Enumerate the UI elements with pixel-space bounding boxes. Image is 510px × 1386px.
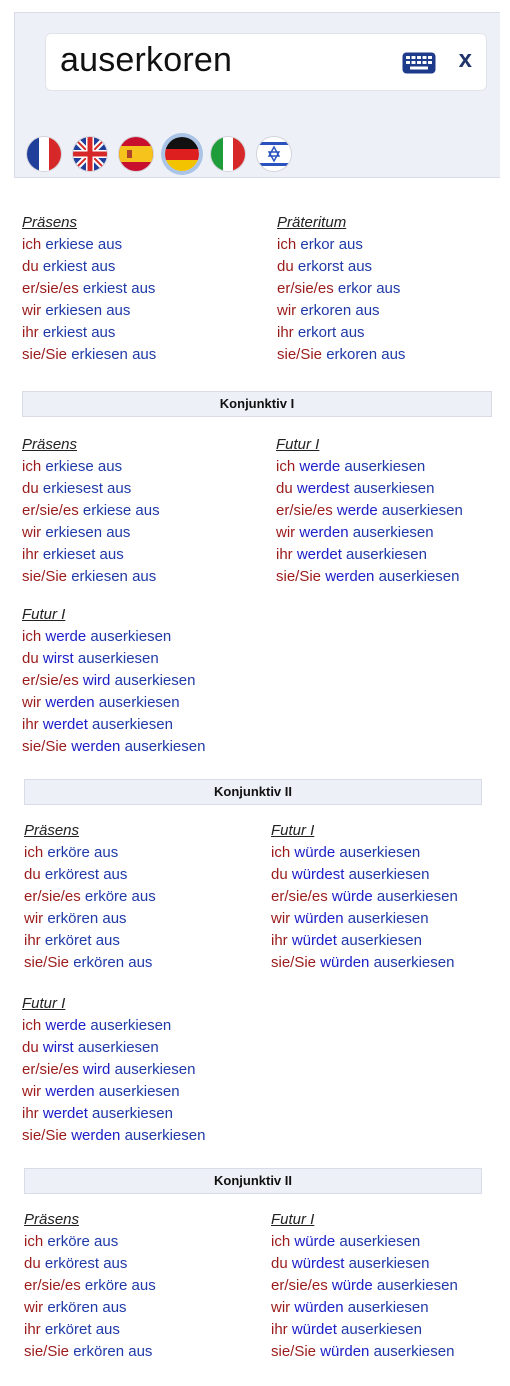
verb-form: erkiest aus [82, 280, 156, 297]
pronoun: sie/Sie [277, 346, 323, 363]
pronoun: sie/Sie [22, 738, 68, 755]
conjugation-row [276, 566, 463, 588]
auxiliary-verb: würden [294, 1299, 344, 1316]
auxiliary-verb: wird [82, 672, 111, 689]
verb-form: erkiesest aus [42, 480, 132, 497]
flag-it-icon[interactable] [211, 137, 245, 171]
conjugation-row [22, 522, 160, 544]
verb-form: erkören aus [47, 910, 127, 927]
tense-title: Futur I [271, 822, 315, 839]
pronoun: er/sie/es [22, 1061, 79, 1078]
conjugation-row [24, 1341, 156, 1363]
conjugation-row [22, 648, 205, 670]
conjugation-list [24, 842, 156, 974]
verb-form: erkiesen aus [45, 302, 131, 319]
verb-form: auserkiesen [347, 910, 429, 927]
pronoun: ihr [271, 1321, 288, 1338]
tense-title: Präsens [22, 214, 78, 231]
conjugation-row [22, 234, 156, 256]
verb-form: auserkiesen [341, 932, 422, 949]
k2-futur-column [271, 820, 458, 974]
verb-form: erkiest aus [42, 324, 116, 341]
verb-form: auserkiesen [373, 1343, 455, 1360]
verb-form: erkiese aus [45, 236, 123, 253]
verb-form: auserkiesen [114, 1061, 196, 1078]
verb-form: erköre aus [47, 1233, 119, 1250]
verb-form: auserkiesen [77, 650, 159, 667]
verb-form: auserkiesen [378, 568, 460, 585]
verb-form: auserkiesen [98, 694, 180, 711]
pronoun: sie/Sie [22, 568, 68, 585]
section-header-konjunktiv-2b: Konjunktiv II [24, 1168, 482, 1194]
conjugation-row [277, 278, 405, 300]
pronoun: ihr [22, 324, 39, 341]
conjugation-row [22, 1103, 205, 1125]
verb-form: auserkiesen [339, 1233, 421, 1250]
pronoun: wir [22, 694, 42, 711]
conjugation-row [271, 1253, 458, 1275]
pronoun: er/sie/es [277, 280, 334, 297]
conjugation-row [22, 544, 160, 566]
auxiliary-verb: würde [331, 1277, 373, 1294]
verb-form: erkiesen aus [45, 524, 131, 541]
conjugation-list [276, 456, 463, 588]
pronoun: ihr [22, 546, 39, 563]
conjugation-row [24, 1253, 156, 1275]
verb-form: auserkiesen [98, 1083, 180, 1100]
pronoun: er/sie/es [271, 888, 328, 905]
auxiliary-verb: werden [71, 1127, 121, 1144]
pronoun: ich [24, 844, 44, 861]
verb-form: erkiese aus [82, 502, 160, 519]
conjugation-row [277, 234, 405, 256]
pronoun: wir [271, 1299, 291, 1316]
pronoun: er/sie/es [22, 672, 79, 689]
verb-form: auserkiesen [341, 1321, 422, 1338]
close-icon[interactable]: x [458, 46, 472, 73]
verb-form: erkort aus [297, 324, 365, 341]
conjugation-row [22, 278, 156, 300]
auxiliary-verb: werdet [42, 1105, 88, 1122]
pronoun: ihr [24, 932, 41, 949]
conjugation-row [24, 842, 156, 864]
flag-es-icon[interactable] [119, 137, 153, 171]
conjugation-row [271, 930, 458, 952]
pronoun: ihr [277, 324, 294, 341]
pronoun: ihr [276, 546, 293, 563]
verb-form: erköret aus [44, 1321, 120, 1338]
auxiliary-verb: werde [336, 502, 378, 519]
k1-futur-column-2 [22, 604, 205, 758]
k2b-praesens-column [24, 1209, 156, 1363]
verb-form: erkörest aus [44, 1255, 128, 1272]
keyboard-icon[interactable] [402, 52, 436, 74]
verb-form: auserkiesen [376, 1277, 458, 1294]
auxiliary-verb: würde [331, 888, 373, 905]
verb-form: erkieset aus [42, 546, 124, 563]
tense-title: Futur I [271, 1211, 315, 1228]
verb-form: erkoren aus [326, 346, 406, 363]
verb-form: auserkiesen [352, 524, 434, 541]
pronoun: wir [24, 1299, 44, 1316]
pronoun: sie/Sie [271, 1343, 317, 1360]
conjugation-row [24, 864, 156, 886]
pronoun: ihr [24, 1321, 41, 1338]
conjugation-row [271, 952, 458, 974]
conjugation-row [277, 256, 405, 278]
pronoun: du [22, 1039, 39, 1056]
conjugation-row [22, 1015, 205, 1037]
pronoun: sie/Sie [22, 1127, 68, 1144]
verb-form: auserkiesen [77, 1039, 159, 1056]
auxiliary-verb: wird [82, 1061, 111, 1078]
verb-form: erköre aus [84, 1277, 156, 1294]
k2-praesens-column [24, 820, 156, 974]
conjugation-list [271, 1231, 458, 1363]
verb-form: erkor aus [300, 236, 363, 253]
conjugation-row [22, 300, 156, 322]
section-header-konjunktiv-2: Konjunktiv II [24, 779, 482, 805]
pronoun: ihr [271, 932, 288, 949]
verb-form: auserkiesen [381, 502, 463, 519]
tense-title: Präsens [22, 436, 78, 453]
verb-form: erkorst aus [297, 258, 373, 275]
pronoun: wir [24, 910, 44, 927]
pronoun: ich [22, 236, 42, 253]
auxiliary-verb: würdest [291, 1255, 345, 1272]
conjugation-row [277, 344, 405, 366]
pronoun: du [22, 650, 39, 667]
auxiliary-verb: werdet [42, 716, 88, 733]
pronoun: er/sie/es [22, 280, 79, 297]
conjugation-row [271, 864, 458, 886]
conjugation-row [271, 1297, 458, 1319]
pronoun: er/sie/es [22, 502, 79, 519]
pronoun: ich [22, 628, 42, 645]
auxiliary-verb: werden [299, 524, 349, 541]
verb-form: auserkiesen [346, 546, 427, 563]
conjugation-row [24, 952, 156, 974]
pronoun: wir [22, 1083, 42, 1100]
conjugation-list [22, 456, 160, 588]
auxiliary-verb: werde [299, 458, 341, 475]
indikativ-praeteritum-column [277, 212, 405, 366]
k1-praesens-column [22, 434, 160, 588]
conjugation-row [22, 1125, 205, 1147]
verb-form: auserkiesen [124, 738, 206, 755]
conjugation-row [22, 670, 205, 692]
conjugation-row [22, 714, 205, 736]
pronoun: er/sie/es [24, 1277, 81, 1294]
auxiliary-verb: werdest [296, 480, 350, 497]
flag-uk-icon[interactable] [73, 137, 107, 171]
pronoun: ich [276, 458, 296, 475]
conjugation-row [24, 908, 156, 930]
auxiliary-verb: würdest [291, 866, 345, 883]
auxiliary-verb: würden [320, 1343, 370, 1360]
verb-form: erkiese aus [45, 458, 123, 475]
indikativ-praesens-column [22, 212, 156, 366]
pronoun: ihr [22, 1105, 39, 1122]
conjugation-list [22, 234, 156, 366]
conjugation-row [22, 256, 156, 278]
pronoun: sie/Sie [276, 568, 322, 585]
conjugation-row [22, 478, 160, 500]
pronoun: er/sie/es [276, 502, 333, 519]
conjugation-row [22, 322, 156, 344]
pronoun: du [271, 1255, 288, 1272]
verb-form: erkiest aus [42, 258, 116, 275]
pronoun: du [22, 480, 39, 497]
tense-title: Präteritum [277, 214, 347, 231]
conjugation-row [22, 1037, 205, 1059]
pronoun: ich [271, 1233, 291, 1250]
conjugation-row [277, 322, 405, 344]
conjugation-row [276, 522, 463, 544]
conjugation-row [276, 544, 463, 566]
pronoun: sie/Sie [22, 346, 68, 363]
conjugation-row [22, 344, 156, 366]
auxiliary-verb: werden [325, 568, 375, 585]
auxiliary-verb: würde [294, 844, 336, 861]
auxiliary-verb: wirst [42, 1039, 74, 1056]
verb-form: auserkiesen [92, 716, 173, 733]
conjugation-row [22, 736, 205, 758]
verb-form: erköre aus [84, 888, 156, 905]
pronoun: ich [277, 236, 297, 253]
conjugation-row [24, 1297, 156, 1319]
conjugation-row [22, 500, 160, 522]
conjugation-row [271, 886, 458, 908]
conjugation-row [24, 1275, 156, 1297]
verb-form: auserkiesen [348, 1255, 430, 1272]
conjugation-row [277, 300, 405, 322]
flag-de-icon[interactable] [165, 137, 199, 171]
verb-form: auserkiesen [344, 458, 426, 475]
search-panel [14, 12, 500, 178]
verb-form: erkören aus [73, 954, 153, 971]
conjugation-row [24, 1319, 156, 1341]
conjugation-row [22, 1081, 205, 1103]
pronoun: sie/Sie [24, 954, 70, 971]
auxiliary-verb: würden [320, 954, 370, 971]
verb-form: auserkiesen [348, 866, 430, 883]
verb-form: erkören aus [73, 1343, 153, 1360]
conjugation-row [24, 1231, 156, 1253]
auxiliary-verb: würde [294, 1233, 336, 1250]
conjugation-row [271, 1319, 458, 1341]
conjugation-row [22, 566, 160, 588]
pronoun: ich [24, 1233, 44, 1250]
conjugation-list [277, 234, 405, 366]
pronoun: wir [277, 302, 297, 319]
verb-form: auserkiesen [92, 1105, 173, 1122]
auxiliary-verb: werden [45, 1083, 95, 1100]
auxiliary-verb: werden [45, 694, 95, 711]
conjugation-list [24, 1231, 156, 1363]
verb-form: erkörest aus [44, 866, 128, 883]
conjugation-row [271, 1231, 458, 1253]
verb-form: auserkiesen [373, 954, 455, 971]
verb-form: auserkiesen [124, 1127, 206, 1144]
auxiliary-verb: werde [45, 628, 87, 645]
pronoun: du [24, 866, 41, 883]
flag-fr-icon[interactable] [27, 137, 61, 171]
auxiliary-verb: werde [45, 1017, 87, 1034]
auxiliary-verb: würdet [291, 932, 337, 949]
pronoun: sie/Sie [24, 1343, 70, 1360]
conjugation-row [22, 626, 205, 648]
conjugation-row [271, 908, 458, 930]
verb-form: erköre aus [47, 844, 119, 861]
pronoun: du [22, 258, 39, 275]
verb-form: auserkiesen [339, 844, 421, 861]
conjugation-row [22, 1059, 205, 1081]
conjugation-row [22, 692, 205, 714]
conjugation-row [24, 930, 156, 952]
verb-form: auserkiesen [347, 1299, 429, 1316]
verb-form: erkor aus [337, 280, 401, 297]
pronoun: ihr [22, 716, 39, 733]
verb-form: erkören aus [47, 1299, 127, 1316]
search-input-value[interactable]: auserkoren [60, 41, 233, 79]
verb-form: erkoren aus [300, 302, 380, 319]
pronoun: wir [276, 524, 296, 541]
verb-form: auserkiesen [114, 672, 196, 689]
pronoun: ich [271, 844, 291, 861]
pronoun: du [271, 866, 288, 883]
conjugation-row [276, 456, 463, 478]
pronoun: er/sie/es [271, 1277, 328, 1294]
verb-form: erköret aus [44, 932, 120, 949]
conjugation-row [271, 842, 458, 864]
k2b-futur-column [271, 1209, 458, 1363]
tense-title: Präsens [24, 822, 80, 839]
conjugation-list [22, 626, 205, 758]
verb-form: auserkiesen [90, 1017, 172, 1034]
auxiliary-verb: würdet [291, 1321, 337, 1338]
conjugation-row [276, 478, 463, 500]
verb-form: auserkiesen [353, 480, 435, 497]
pronoun: du [277, 258, 294, 275]
pronoun: ich [22, 458, 42, 475]
pronoun: wir [22, 524, 42, 541]
tense-title: Futur I [276, 436, 320, 453]
tense-title: Präsens [24, 1211, 80, 1228]
auxiliary-verb: wirst [42, 650, 74, 667]
pronoun: ich [22, 1017, 42, 1034]
pronoun: er/sie/es [24, 888, 81, 905]
tense-title: Futur I [22, 606, 66, 623]
pronoun: sie/Sie [271, 954, 317, 971]
pronoun: du [276, 480, 293, 497]
verb-form: erkiesen aus [71, 346, 157, 363]
conjugation-list [271, 842, 458, 974]
pronoun: wir [22, 302, 42, 319]
verb-form: auserkiesen [90, 628, 172, 645]
pronoun: wir [271, 910, 291, 927]
auxiliary-verb: werden [71, 738, 121, 755]
k1-futur-column [276, 434, 463, 588]
pronoun: du [24, 1255, 41, 1272]
conjugation-row [271, 1341, 458, 1363]
section-header-konjunktiv-1: Konjunktiv I [22, 391, 492, 417]
conjugation-row [22, 456, 160, 478]
conjugation-row [276, 500, 463, 522]
conjugation-row [24, 886, 156, 908]
k2-futur-column-2 [22, 993, 205, 1147]
verb-form: auserkiesen [376, 888, 458, 905]
flag-il-icon[interactable] [257, 137, 291, 171]
conjugation-list [22, 1015, 205, 1147]
auxiliary-verb: würden [294, 910, 344, 927]
search-input[interactable] [45, 33, 487, 91]
verb-form: erkiesen aus [71, 568, 157, 585]
auxiliary-verb: werdet [296, 546, 342, 563]
tense-title: Futur I [22, 995, 66, 1012]
conjugation-row [271, 1275, 458, 1297]
